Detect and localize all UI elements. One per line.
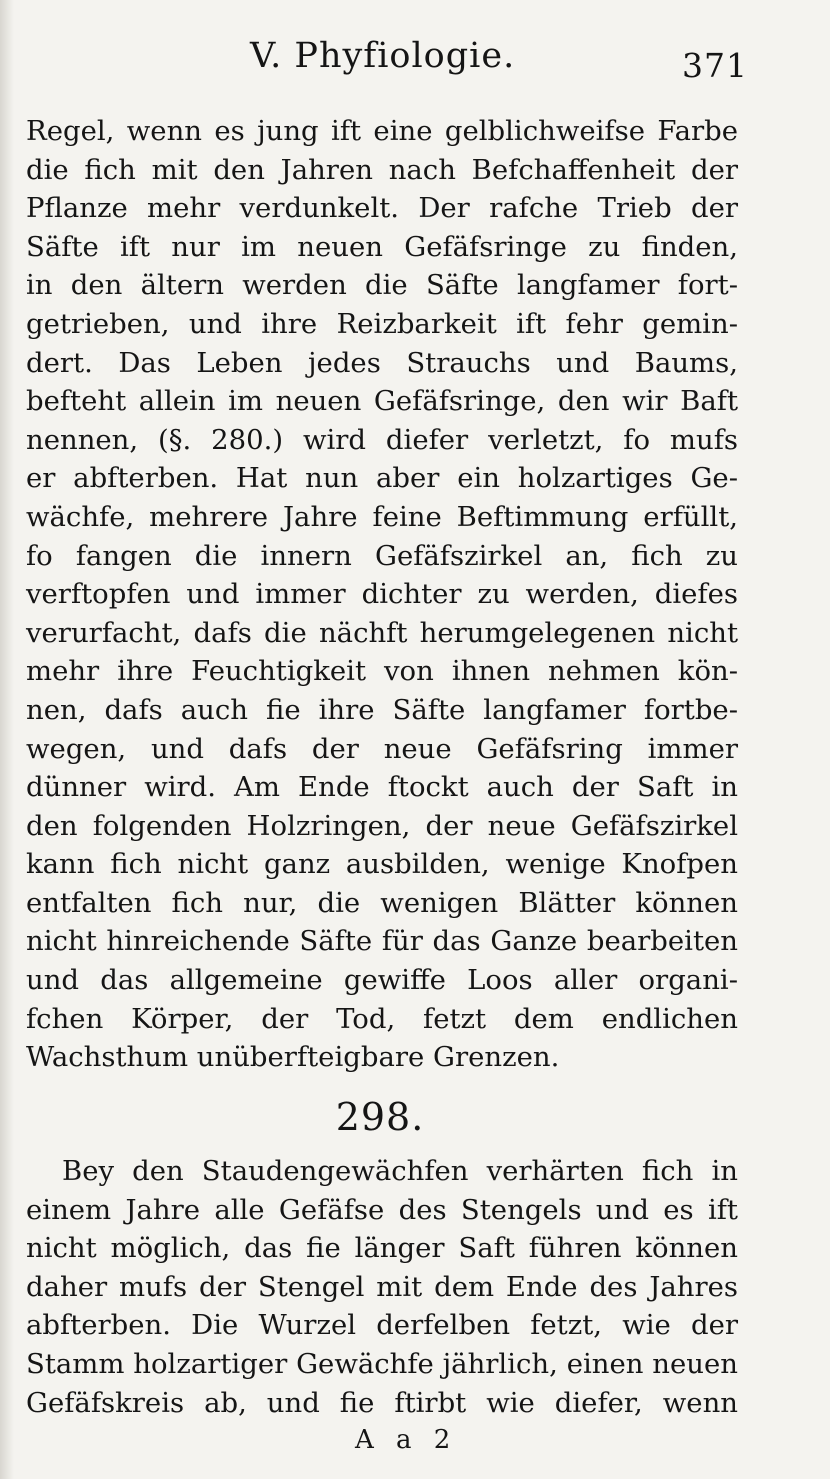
text-line: Bey den Staudengewächfen verhärten fich in (62, 1155, 738, 1187)
text-line: und das allgemeine gewiffe Loos aller organi- (26, 964, 738, 997)
text-line: den folgenden Holzringen, der neue Gefäfszirkel (26, 809, 738, 842)
text-line: Stamm holzartiger Gewächfe jährlich, einen neuen (26, 1347, 738, 1380)
text-line: in den ältern werden die Säfte langfamer fort- (26, 269, 738, 302)
text-line: nicht möglich, das fie länger Saft führen können (26, 1232, 738, 1265)
text-line: einem Jahre alle Gefäfse des Stengels und es ift (26, 1193, 738, 1226)
text-line: nen, dafs auch fie ihre Säfte langfamer fortbe- (26, 693, 738, 726)
paragraph-2 (26, 1152, 738, 1422)
text-line: getrieben, und ihre Reizbarkeit ift fehr gemin- (26, 307, 738, 340)
text-line: nennen, (§. 280.) wird diefer verletzt, fo mufs (26, 423, 738, 456)
signature-mark: A a 2 (355, 1425, 458, 1455)
text-line: entfalten fich nur, die wenigen Blätter können (26, 886, 738, 919)
text-line: er abfterben. Hat nun aber ein holzartiges Ge- (26, 462, 738, 495)
text-line: wächfe, mehrere Jahre feine Beftimmung erfüllt, (26, 500, 738, 533)
text-line: befteht allein im neuen Gefäfsringe, den wir Baft (26, 385, 738, 418)
text-line: verurfacht, dafs die nächft herumgelegenen nicht (26, 616, 738, 649)
text-line: fo fangen die innern Gefäfszirkel an, fich zu (26, 539, 738, 572)
running-title: V. Phyfiologie. (250, 36, 516, 76)
page-edge-shadow (0, 0, 14, 1479)
text-line: Gefäfskreis ab, und fie ftirbt wie diefer, wenn (26, 1386, 738, 1419)
text-line: daher mufs der Stengel mit dem Ende des Jahres (26, 1270, 738, 1303)
text-line: abfterben. Die Wurzel derfelben fetzt, wie der (26, 1309, 738, 1342)
text-line: dert. Das Leben jedes Strauchs und Baums, (26, 346, 738, 379)
text-line: mehr ihre Feuchtigkeit von ihnen nehmen kön- (26, 655, 738, 688)
text-line: kann fich nicht ganz ausbilden, wenige Knofpen (26, 848, 738, 881)
text-line: Säfte ift nur im neuen Gefäfsringe zu finden, (26, 230, 738, 263)
section-number: 298. (335, 1095, 425, 1139)
text-line: Pflanze mehr verdunkelt. Der rafche Trieb der (26, 192, 738, 225)
text-line: dünner wird. Am Ende ftockt auch der Saft in (26, 771, 738, 804)
paragraph-1 (26, 112, 738, 1077)
text-line: nicht hinreichende Säfte für das Ganze bearbeiten (26, 925, 738, 958)
text-line: Regel, wenn es jung ift eine gelblichweifse Farbe (26, 115, 738, 147)
text-line: fchen Körper, der Tod, fetzt dem endlichen (26, 1002, 738, 1035)
text-line: verftopfen und immer dichter zu werden, diefes (26, 578, 738, 611)
page-number: 371 (682, 46, 748, 85)
page-header (0, 28, 830, 88)
text-line: Wachsthum unüberfteigbare Grenzen. (26, 1041, 560, 1074)
text-line: wegen, und dafs der neue Gefäfsring immer (26, 732, 738, 765)
text-line: die fich mit den Jahren nach Befchaffenheit der (26, 153, 738, 186)
